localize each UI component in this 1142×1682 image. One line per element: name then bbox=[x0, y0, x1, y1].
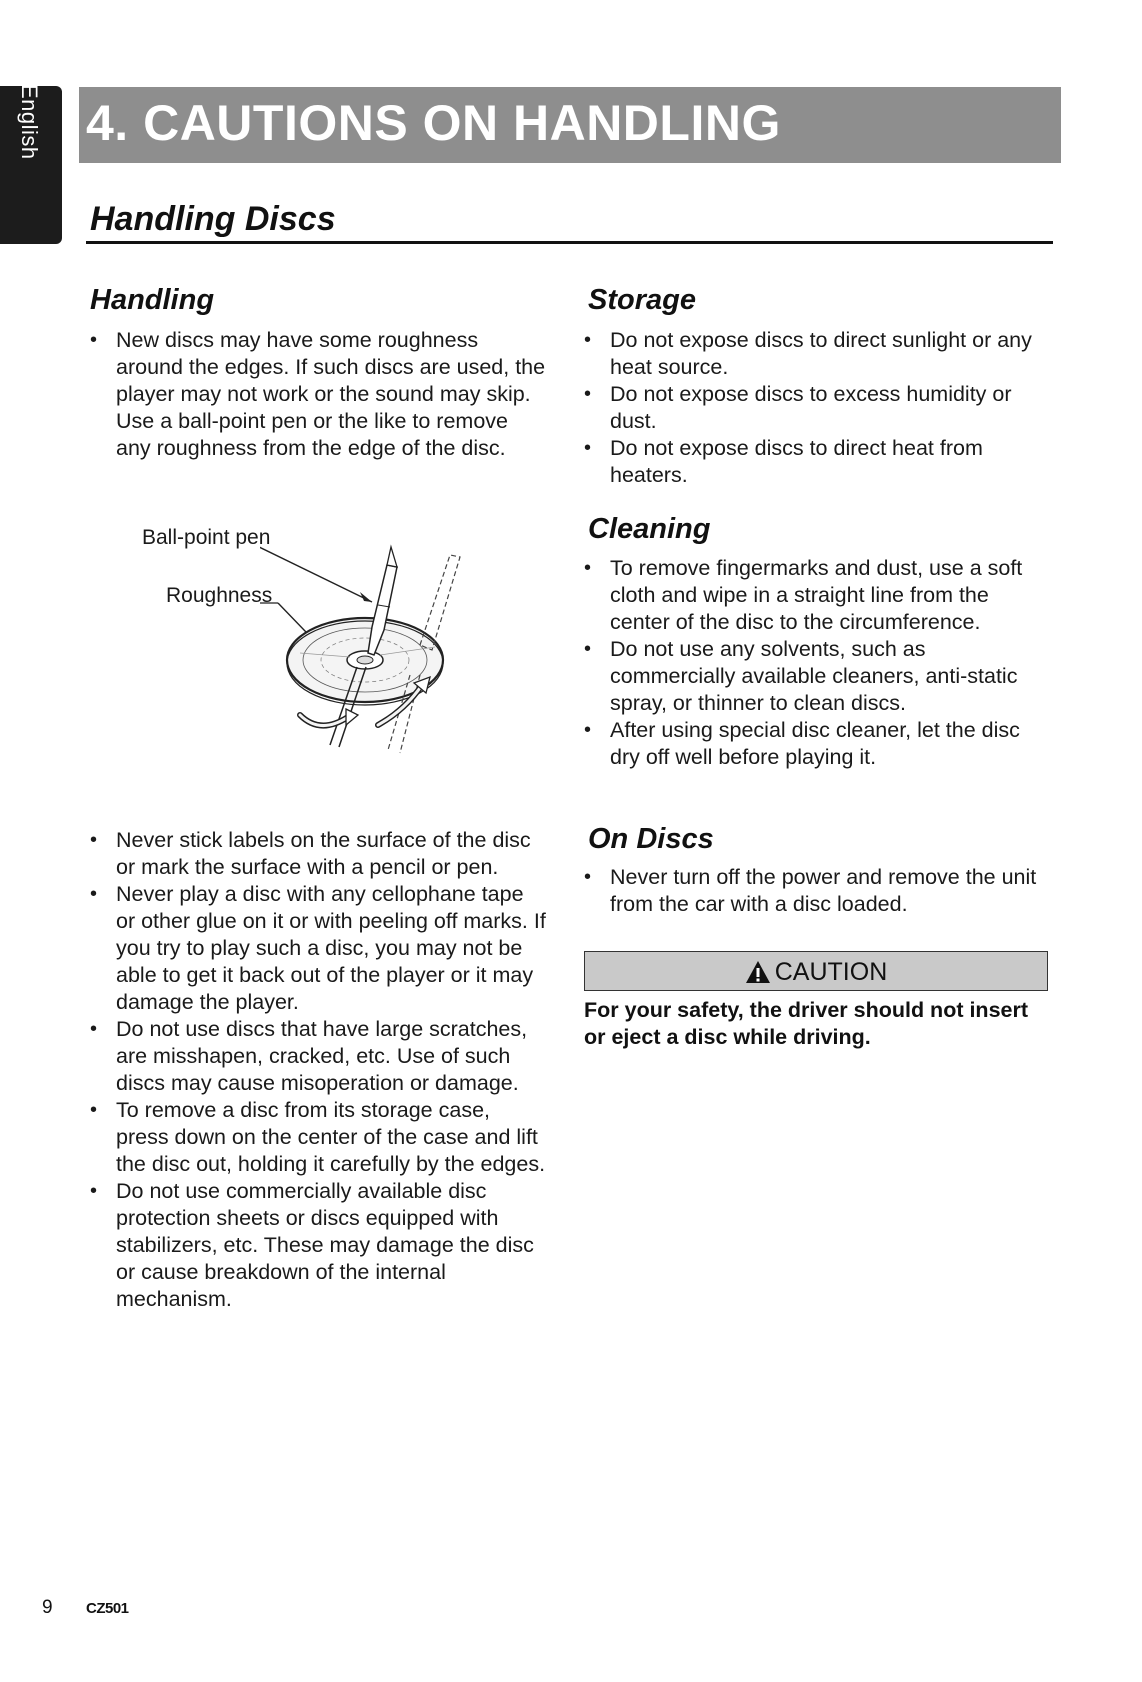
storage-heading: Storage bbox=[588, 284, 696, 316]
caution-text: For your safety, the driver should not insert or eject a disc while driving. bbox=[584, 998, 1029, 1049]
cleaning-heading: Cleaning bbox=[588, 513, 711, 545]
section-divider bbox=[86, 241, 1053, 244]
model-name: CZ501 bbox=[86, 1600, 129, 1617]
figure-label-roughness: Roughness bbox=[166, 584, 273, 607]
caution-label: CAUTION bbox=[774, 958, 888, 986]
list-item: • To remove fingermarks and dust, use a soft cloth and wipe in a straight line from the center of the disc to the circumference. bbox=[580, 555, 1050, 636]
handling-list-top bbox=[86, 327, 546, 462]
figure-label-pen: Ball-point pen bbox=[142, 526, 271, 549]
list-item: • Never stick labels on the surface of the disc or mark the surface with a pencil or pen. bbox=[86, 827, 546, 881]
list-item: • Never turn off the power and remove the unit from the car with a disc loaded. bbox=[580, 864, 1050, 918]
section-title: Handling Discs bbox=[90, 200, 336, 238]
list-item: • Do not expose discs to direct heat from heaters. bbox=[580, 435, 1050, 489]
handling-heading: Handling bbox=[90, 284, 215, 316]
list-item: • Do not use discs that have large scratches, are misshapen, cracked, etc. Use of such discs may cause misoperation or damage. bbox=[86, 1016, 546, 1097]
list-item: • Do not use commercially available disc protection sheets or discs equipped with stabilizers, etc. These may damage the disc or cause breakdown of the internal mechanism. bbox=[86, 1178, 546, 1313]
page-number: 9 bbox=[42, 1597, 53, 1618]
list-item: • Do not use any solvents, such as commercially available cleaners, anti-static spray, or thinner to clean discs. bbox=[580, 636, 1050, 717]
cleaning-list bbox=[580, 555, 1050, 771]
chapter-title: 4. CAUTIONS ON HANDLING bbox=[86, 95, 781, 151]
on-discs-list bbox=[580, 864, 1050, 918]
on-discs-heading: On Discs bbox=[588, 823, 714, 855]
storage-list bbox=[580, 327, 1050, 489]
disc-cleaning-illustration bbox=[260, 535, 500, 755]
list-item: • Do not expose discs to excess humidity or dust. bbox=[580, 381, 1050, 435]
handling-list-bottom bbox=[86, 827, 546, 1313]
list-item: • To remove a disc from its storage case, press down on the center of the case and lift the disc out, holding it carefully by the edges. bbox=[86, 1097, 546, 1178]
language-tab-label: English bbox=[17, 84, 42, 160]
caution-banner bbox=[584, 951, 1048, 991]
list-item: • Do not expose discs to direct sunlight or any heat source. bbox=[580, 327, 1050, 381]
list-item: • After using special disc cleaner, let the disc dry off well before playing it. bbox=[580, 717, 1050, 771]
list-item: • Never play a disc with any cellophane tape or other glue on it or with peeling off marks. If you try to play such a disc, you may not be able to get it back out of the player or it may damage the player. bbox=[86, 881, 546, 1016]
warning-triangle-icon bbox=[745, 960, 771, 984]
language-tab bbox=[0, 86, 62, 244]
list-item: • New discs may have some roughness around the edges. If such discs are used, the player may not work or the sound may skip. Use a ball-point pen or the like to remove any roughness from the edge of the disc. bbox=[86, 327, 546, 462]
